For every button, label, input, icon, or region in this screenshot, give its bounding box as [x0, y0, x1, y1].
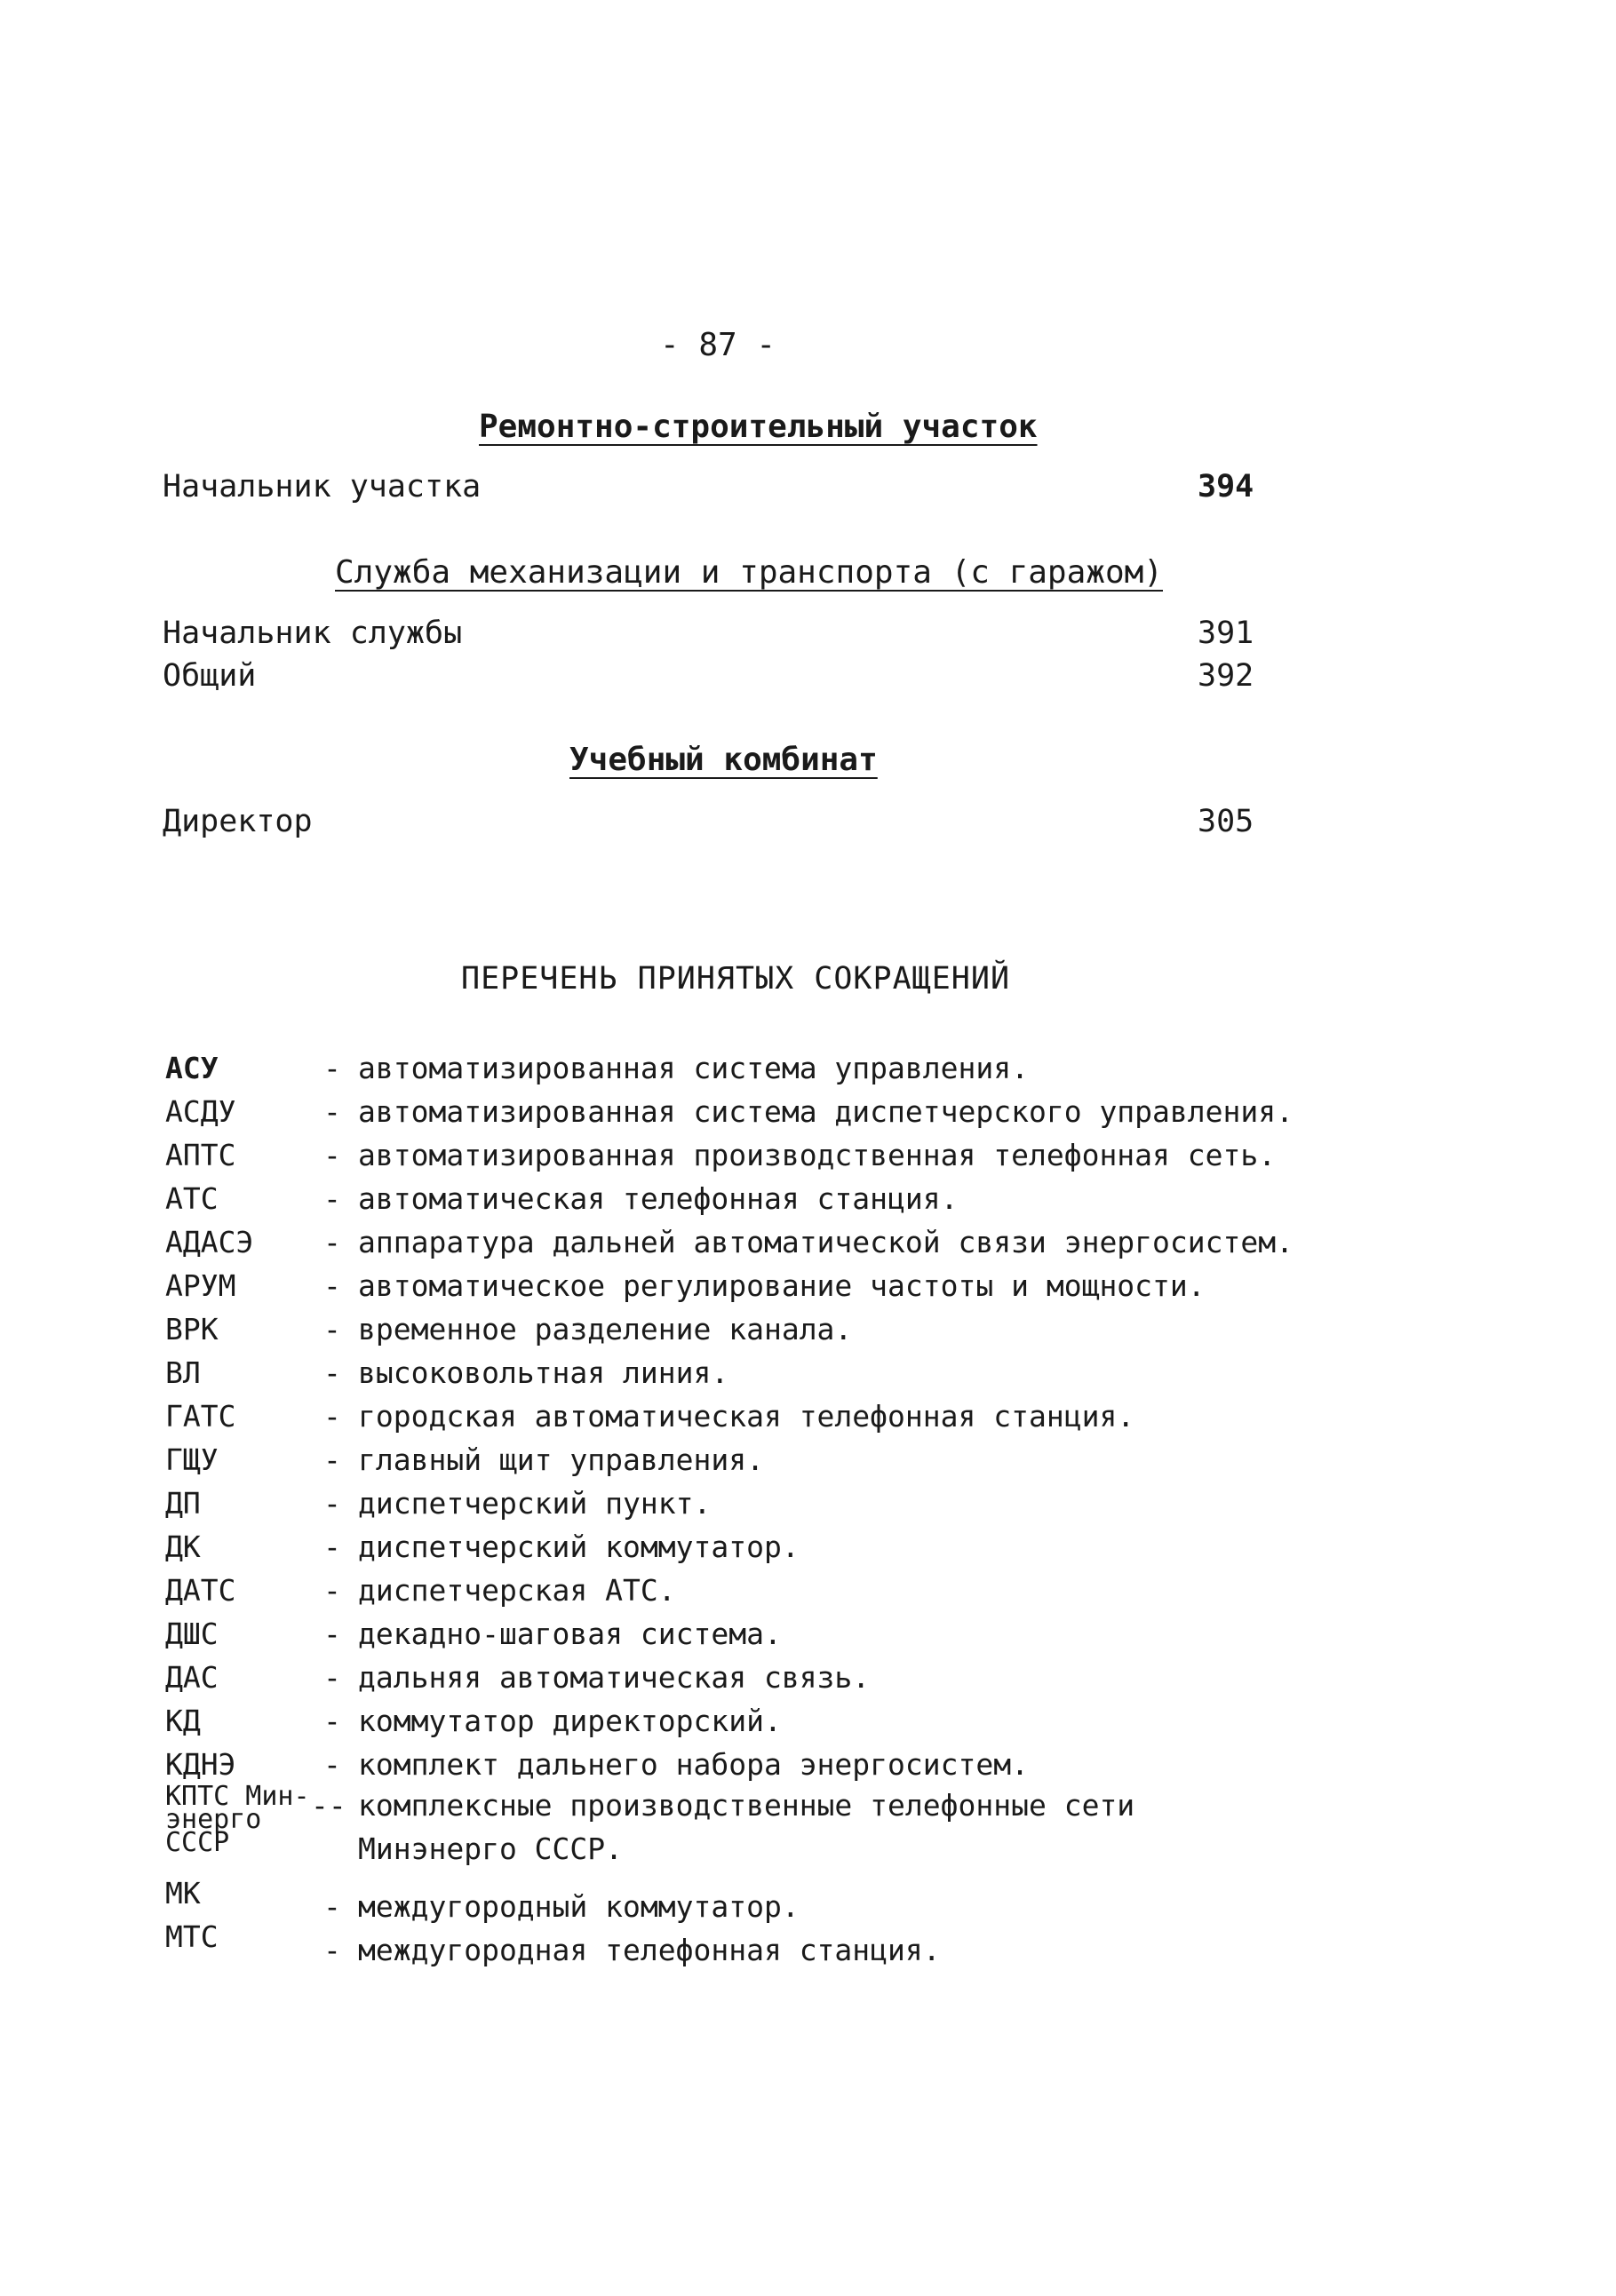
abbr-term: МК	[165, 1876, 201, 1911]
abbr-definition: междугородная телефонная станция.	[358, 1933, 941, 1967]
page-number: - 87 -	[660, 327, 776, 363]
abbr-dash: -	[323, 1889, 341, 1924]
abbr-dash: -	[323, 1573, 341, 1608]
abbr-dash: -	[323, 1617, 341, 1651]
section-title-repair: Ремонтно-строительный участок	[479, 409, 1038, 445]
abbr-dash: -	[323, 1312, 341, 1347]
abbr-term: КДНЭ	[165, 1747, 236, 1782]
abbr-term: АПТС	[165, 1138, 236, 1172]
row-label-director: Директор	[163, 804, 313, 839]
abbr-definition: междугородный коммутатор.	[358, 1889, 800, 1924]
abbr-term: КД	[165, 1704, 201, 1738]
abbr-term: АСДУ	[165, 1094, 236, 1129]
abbr-definition-continued: Минэнерго СССР.	[358, 1831, 624, 1866]
abbr-definition: автоматическое регулирование частоты и мощности.	[358, 1268, 1206, 1303]
abbr-dash: -	[323, 1355, 341, 1390]
abbr-term: ДК	[165, 1529, 201, 1564]
abbr-term: ДП	[165, 1486, 201, 1521]
abbr-dash: -	[323, 1660, 341, 1695]
abbr-definition: декадно-шаговая система.	[358, 1617, 782, 1651]
abbr-definition: временное разделение канала.	[358, 1312, 853, 1347]
abbr-dash: -	[323, 1268, 341, 1303]
abbr-term: АСУ	[165, 1051, 219, 1085]
abbr-term: ДАТС	[165, 1573, 236, 1608]
row-value-director: 305	[1198, 804, 1254, 839]
abbr-term: ГАТС	[165, 1399, 236, 1434]
abbr-dash: -	[323, 1529, 341, 1564]
row-label-service-head: Начальник службы	[163, 616, 463, 651]
abbr-definition: комплект дальнего набора энергосистем.	[358, 1747, 1029, 1782]
abbr-term: ДШС	[165, 1617, 219, 1651]
abbr-definition: высоковольтная линия.	[358, 1355, 729, 1390]
abbr-definition: дальняя автоматическая связь.	[358, 1660, 871, 1695]
abbr-definition: комплексные производственные телефонные сети	[358, 1788, 1135, 1823]
abbr-term-multiline: КПТС Мин- энерго СССР	[165, 1781, 310, 1858]
abbr-term: АТС	[165, 1181, 219, 1216]
abbr-definition: диспетчерская АТС.	[358, 1573, 676, 1608]
section-title-mechanization: Служба механизации и транспорта (с гаражом)	[335, 554, 1163, 591]
abbr-term: ВРК	[165, 1312, 219, 1347]
row-label-general: Общий	[163, 658, 257, 694]
abbr-term: МТС	[165, 1919, 219, 1954]
abbr-definition: аппаратура дальней автоматической связи энергосистем.	[358, 1225, 1294, 1259]
abbr-dash-double: --	[311, 1788, 346, 1823]
abbr-definition: городская автоматическая телефонная станция.	[358, 1399, 1135, 1434]
abbr-definition: коммутатор директорский.	[358, 1704, 782, 1738]
abbr-definition: главный щит управления.	[358, 1442, 764, 1477]
row-value-repair-head: 394	[1198, 469, 1254, 504]
row-value-general: 392	[1198, 658, 1254, 694]
abbr-dash: -	[323, 1704, 341, 1738]
abbr-definition: автоматизированная производственная телефонная сеть.	[358, 1138, 1277, 1172]
abbr-term: АРУМ	[165, 1268, 236, 1303]
abbr-dash: -	[323, 1225, 341, 1259]
abbr-term: АДАСЭ	[165, 1225, 254, 1259]
abbr-definition: диспетчерский коммутатор.	[358, 1529, 800, 1564]
abbreviations-title: ПЕРЕЧЕНЬ ПРИНЯТЫХ СОКРАЩЕНИЙ	[461, 961, 1011, 997]
abbr-dash: -	[323, 1051, 341, 1085]
abbr-dash: -	[323, 1933, 341, 1967]
abbr-definition: автоматизированная система управления.	[358, 1051, 1029, 1085]
row-label-text: Начальник участка	[163, 469, 482, 504]
section-title-training: Учебный комбинат	[569, 742, 878, 778]
abbr-term: ГЩУ	[165, 1442, 219, 1477]
abbr-dash: -	[323, 1747, 341, 1782]
abbr-dash: -	[323, 1399, 341, 1434]
abbr-definition: диспетчерский пункт.	[358, 1486, 712, 1521]
abbr-term: ВЛ	[165, 1355, 201, 1390]
abbr-dash: -	[323, 1486, 341, 1521]
abbr-definition: автоматическая телефонная станция.	[358, 1181, 959, 1216]
abbr-dash: -	[323, 1181, 341, 1216]
abbr-dash: -	[323, 1094, 341, 1129]
abbr-dash: -	[323, 1138, 341, 1172]
row-label-repair-head	[163, 469, 481, 504]
abbr-dash: -	[323, 1442, 341, 1477]
abbr-term: ДАС	[165, 1660, 219, 1695]
abbr-definition: автоматизированная система диспетчерского управления.	[358, 1094, 1294, 1129]
row-value-service-head: 391	[1198, 616, 1254, 651]
